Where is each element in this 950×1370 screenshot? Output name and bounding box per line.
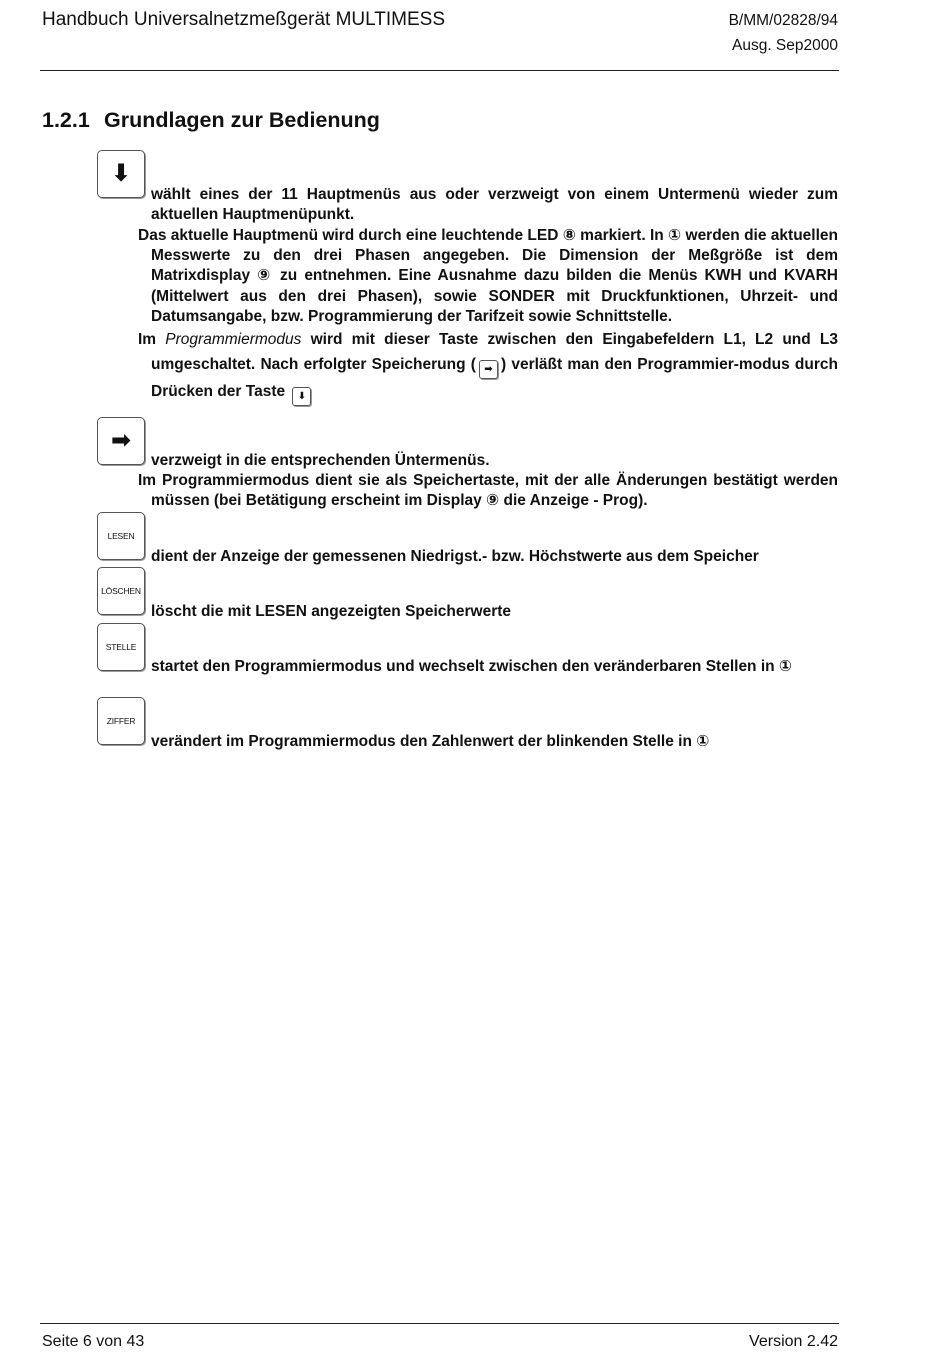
document-number: B/MM/02828/94 (728, 12, 838, 29)
lesen-key-label: LESEN (107, 531, 135, 541)
inline-right-arrow-icon: ➡ (479, 360, 498, 379)
stelle-key-label: STELLE (105, 642, 137, 652)
programming-mode-explanation: Im Programmiermodus wird mit dieser Taste zwischen den Eingabefeldern L1, L2 und L3 umgeschaltet. Nach erfolgter Speicherung ( ➡ ) verläßt man den Programmier-modus durch Drücken der Taste ⬇ (138, 327, 838, 406)
stelle-description: startet den Programmiermodus und wechselt zwischen den veränderbaren Stellen in ① (151, 658, 793, 675)
document-title: Handbuch Universalnetzmeßgerät MULTIMESS (42, 9, 446, 30)
ziffer-key (97, 697, 145, 745)
ziffer-description: verändert im Programmiermodus den Zahlenwert der blinkenden Stelle in ① (151, 733, 710, 750)
section-number: 1.2.1 (42, 108, 90, 132)
header-rule (40, 70, 839, 71)
page-number: Seite 6 von 43 (42, 1333, 145, 1350)
loeschen-description: löscht die mit LESEN angezeigten Speicherwerte (151, 603, 512, 620)
inline-down-arrow-icon: ⬇ (292, 387, 311, 406)
right-arrow-key (97, 417, 145, 465)
down-arrow-key (97, 150, 145, 198)
ziffer-key-label: ZIFFER (106, 716, 136, 726)
main-menu-explanation: Das aktuelle Hauptmenü wird durch eine leuchtende LED ⑧ markiert. In ① werden die aktuellen Messwerte zu den drei Phasen angegeben. Die Dimension der Meßgröße ist dem Matrixdisplay ⑨ zu entnehmen. Eine Ausnahme dazu bilden die Menüs KWH und KVARH (Mittelwert aus den drei Phasen), sowie SONDER mit Druckfunktionen, Uhrzeit- und Datumsangabe, bzw. Programmierung der Tarifzeit sowie Schnittstelle. (138, 227, 838, 325)
loeschen-key-label: LÖSCHEN (101, 586, 141, 596)
right-key-description: verzweigt in die entsprechenden Üntermenüs. (151, 452, 490, 469)
down-key-description: wählt eines der 11 Hauptmenüs aus oder verzweigt von einem Untermenü wieder zum aktuellen Hauptmenüpunkt. (151, 186, 838, 224)
save-key-explanation: Im Programmiermodus dient sie als Speichertaste, mit der alle Änderungen bestätigt werden müssen (bei Betätigung erscheint im Display ⑨ die Anzeige - Prog). (138, 472, 838, 510)
edition-date: Ausg. Sep2000 (731, 37, 838, 54)
loeschen-key (97, 567, 145, 615)
right-arrow-icon: ➡ (110, 427, 132, 454)
lesen-key (97, 512, 145, 560)
programming-mode-term: Programmiermodus (165, 331, 302, 348)
down-arrow-icon: ⬇ (110, 160, 132, 187)
stelle-key (97, 623, 145, 671)
lesen-description: dient der Anzeige der gemessenen Niedrigst.- bzw. Höchstwerte aus dem Speicher (151, 548, 759, 565)
footer-rule (40, 1323, 839, 1324)
section-heading (42, 108, 380, 133)
version-label: Version 2.42 (749, 1333, 838, 1350)
section-title: Grundlagen zur Bedienung (104, 108, 380, 132)
